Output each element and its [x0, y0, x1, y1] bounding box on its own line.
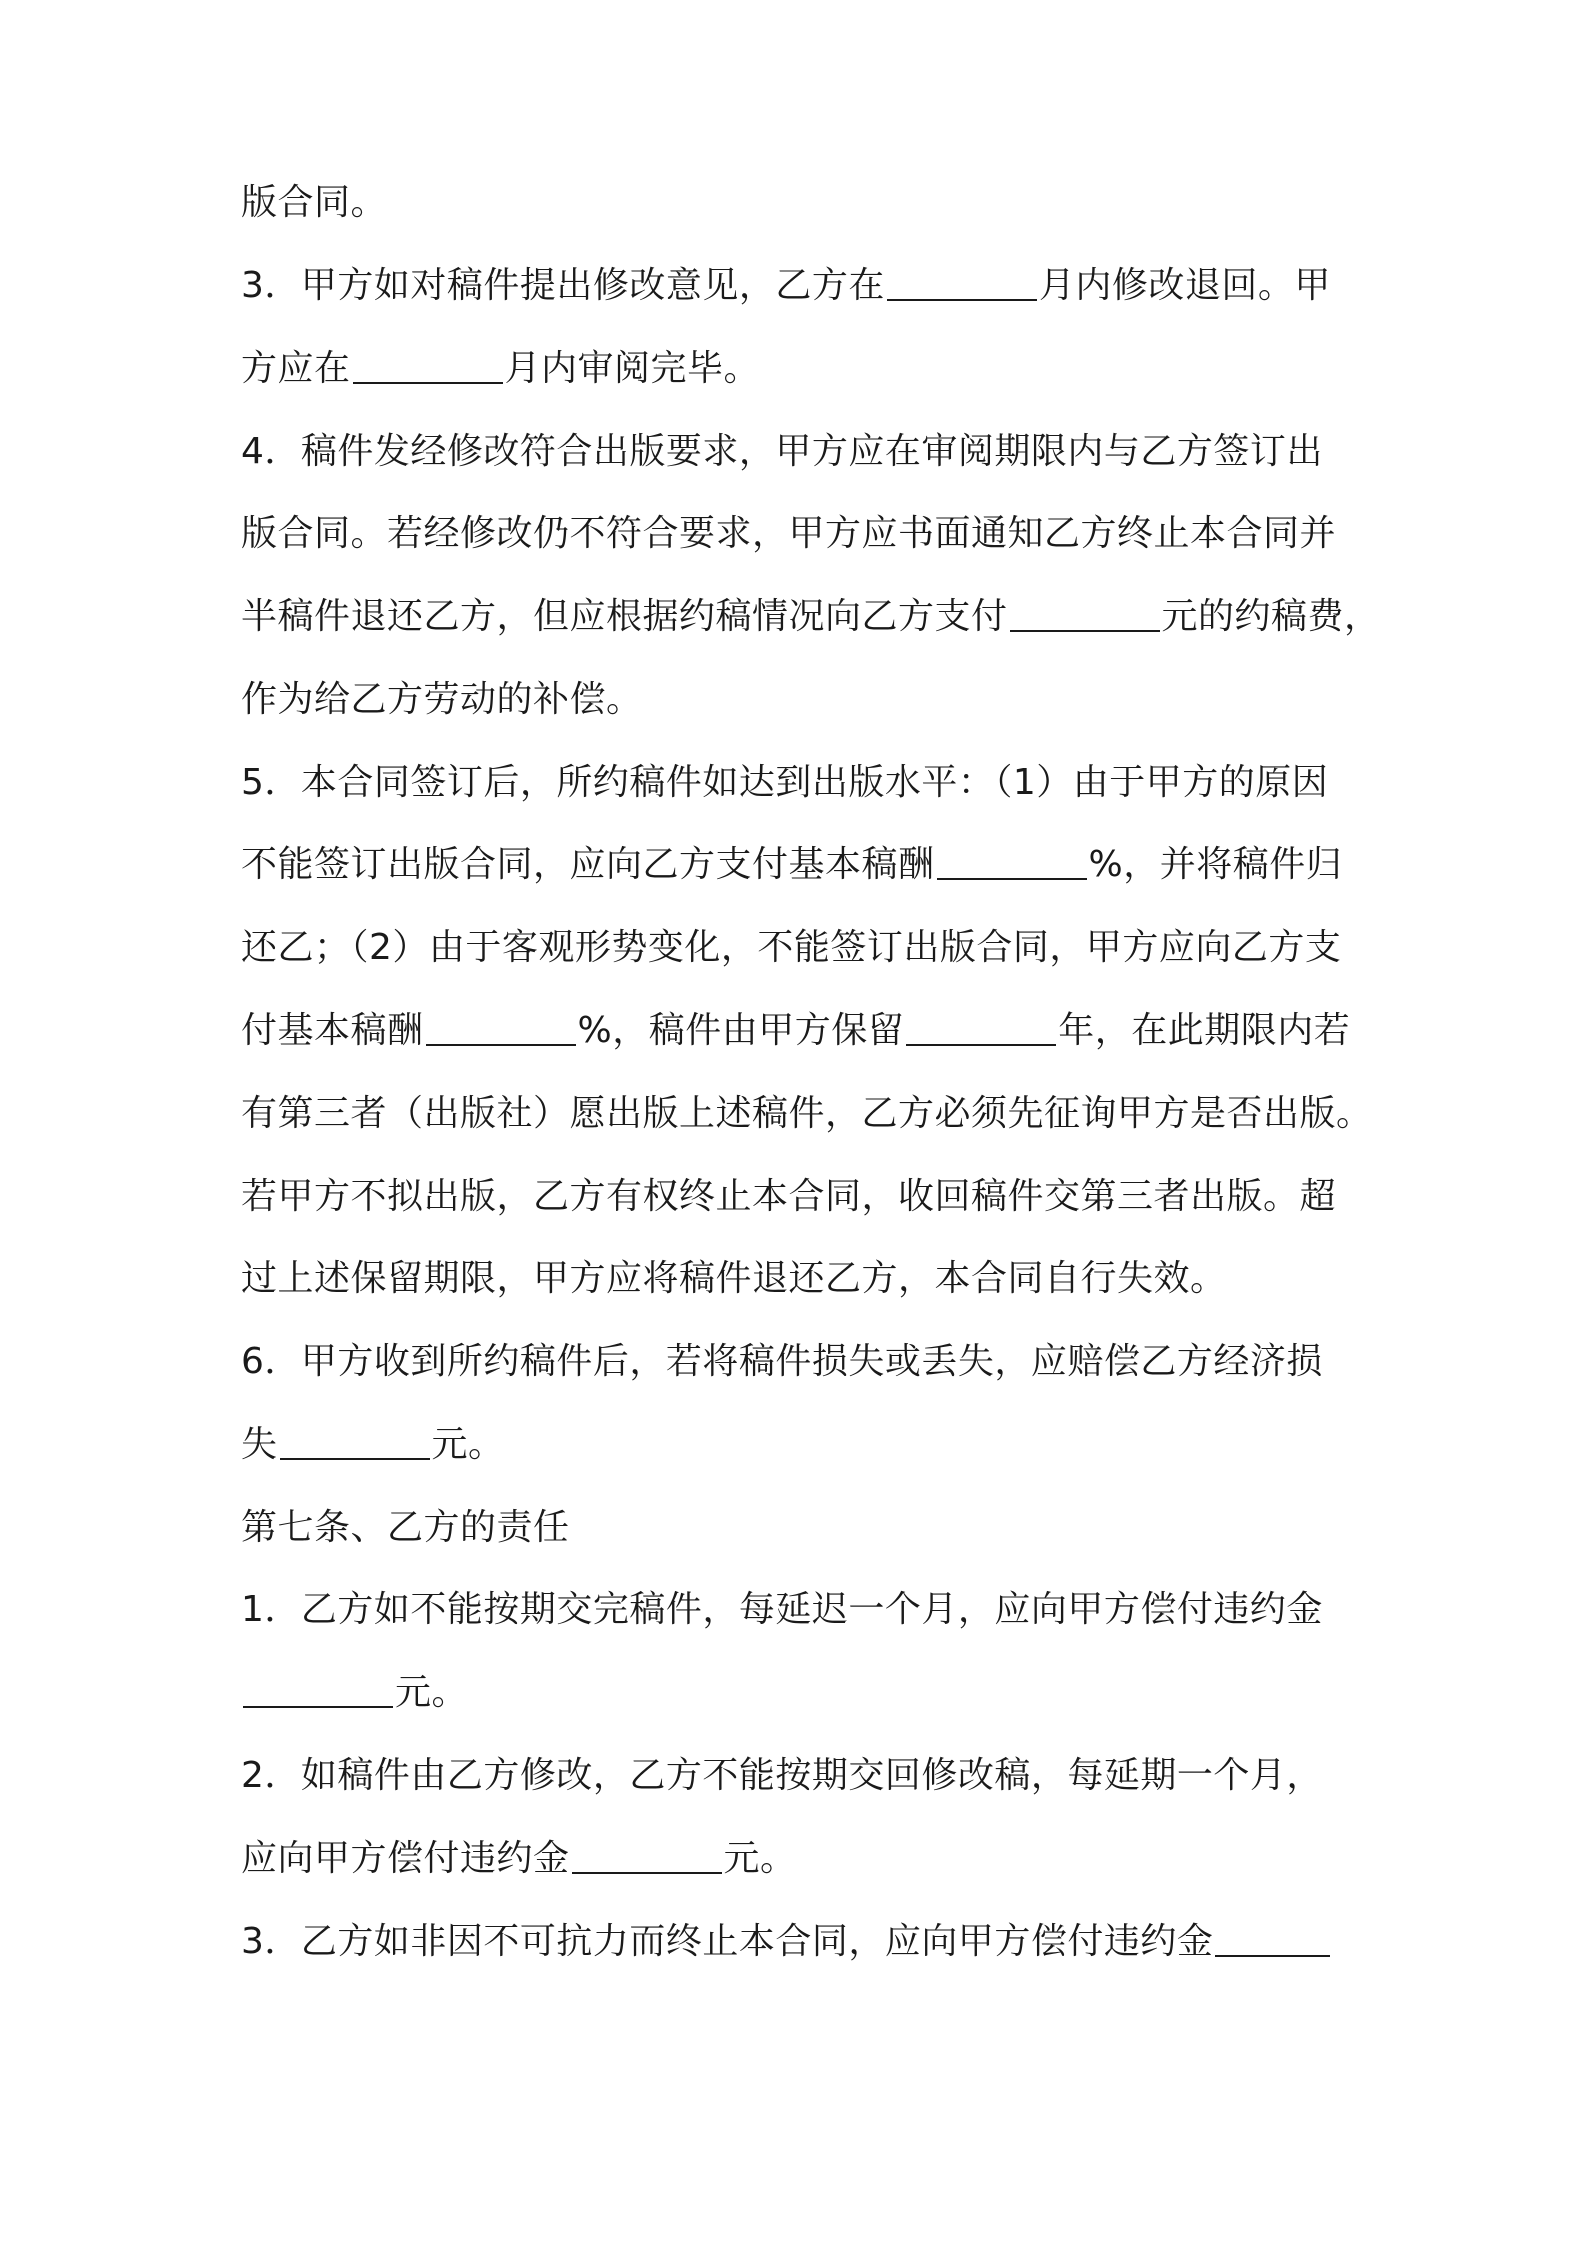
document-line — [241, 339, 1351, 399]
line-text: 半稿件退还乙方，但应根据约稿情况向乙方支付 — [241, 596, 1008, 637]
document-line — [241, 422, 1351, 482]
fill-in-blank — [1010, 596, 1160, 632]
document-line — [241, 1332, 1351, 1392]
line-text: 月内审阅完毕。 — [504, 348, 761, 389]
line-text: 2．如稿件由乙方修改，乙方不能按期交回修改稿，每延期一个月， — [241, 1755, 1323, 1796]
line-text: 6．甲方收到所约稿件后，若将稿件损失或丢失，应赔偿乙方经济损 — [241, 1341, 1323, 1382]
line-text: 元的约稿费， — [1161, 596, 1381, 637]
document-line — [241, 1746, 1351, 1806]
fill-in-blank — [243, 1672, 393, 1708]
line-text: 还乙；（2）由于客观形势变化，不能签订出版合同，甲方应向乙方支 — [241, 927, 1342, 968]
document-line — [241, 918, 1351, 978]
document-line — [241, 1829, 1351, 1889]
document-line — [241, 1001, 1351, 1061]
line-text: 过上述保留期限，甲方应将稿件退还乙方，本合同自行失效。 — [241, 1258, 1227, 1299]
document-line — [241, 587, 1381, 647]
line-text: 失 — [241, 1424, 278, 1465]
line-text: 3．甲方如对稿件提出修改意见，乙方在 — [241, 265, 885, 306]
line-text: 元。 — [395, 1672, 469, 1713]
line-text: 3．乙方如非因不可抗力而终止本合同，应向甲方偿付违约金 — [241, 1921, 1214, 1962]
line-text: 付基本稿酬 — [241, 1010, 424, 1051]
document-line — [241, 1415, 1351, 1475]
document-line — [241, 1498, 1351, 1558]
line-text: 第七条、乙方的责任 — [241, 1507, 570, 1548]
fill-in-blank — [572, 1838, 722, 1874]
line-text: 版合同。若经修改仍不符合要求，甲方应书面通知乙方终止本合同并 — [241, 513, 1337, 554]
document-line — [241, 1084, 1373, 1144]
fill-in-blank — [887, 265, 1037, 301]
line-text: 有第三者（出版社）愿出版上述稿件，乙方必须先征询甲方是否出版。 — [241, 1093, 1373, 1134]
document-line — [241, 1663, 1351, 1723]
document-line — [241, 1912, 1351, 1972]
line-text: 作为给乙方劳动的补偿。 — [241, 679, 643, 720]
line-text: 元。 — [431, 1424, 505, 1465]
line-text: 4．稿件发经修改符合出版要求，甲方应在审阅期限内与乙方签订出 — [241, 431, 1323, 472]
fill-in-blank — [280, 1424, 430, 1460]
fill-in-blank — [906, 1010, 1056, 1046]
document-line — [241, 504, 1351, 564]
line-text: 不能签订出版合同，应向乙方支付基本稿酬 — [241, 844, 935, 885]
line-text: 月内修改退回。甲 — [1038, 265, 1331, 306]
line-text: %，并将稿件归 — [1088, 844, 1343, 885]
document-line — [241, 835, 1351, 895]
fill-in-blank — [426, 1010, 576, 1046]
line-text: 5．本合同签订后，所约稿件如达到出版水平：（1）由于甲方的原因 — [241, 762, 1329, 803]
line-text: %，稿件由甲方保留 — [577, 1010, 905, 1051]
line-text: 元。 — [723, 1838, 797, 1879]
fill-in-blank — [937, 844, 1087, 880]
document-line — [241, 753, 1351, 813]
document-line — [241, 256, 1351, 316]
document-line — [241, 670, 1351, 730]
line-text: 年，在此期限内若 — [1058, 1010, 1351, 1051]
document-line — [241, 1167, 1351, 1227]
line-text: 版合同。 — [241, 182, 388, 223]
line-text: 1．乙方如不能按期交完稿件，每延迟一个月，应向甲方偿付违约金 — [241, 1589, 1323, 1630]
fill-in-blank — [1215, 1921, 1330, 1957]
line-text: 若甲方不拟出版，乙方有权终止本合同，收回稿件交第三者出版。超 — [241, 1176, 1337, 1217]
fill-in-blank — [353, 348, 503, 384]
line-text: 应向甲方偿付违约金 — [241, 1838, 570, 1879]
document-line — [241, 1580, 1351, 1640]
document-line — [241, 173, 1351, 233]
line-text: 方应在 — [241, 348, 351, 389]
document-line — [241, 1249, 1351, 1309]
